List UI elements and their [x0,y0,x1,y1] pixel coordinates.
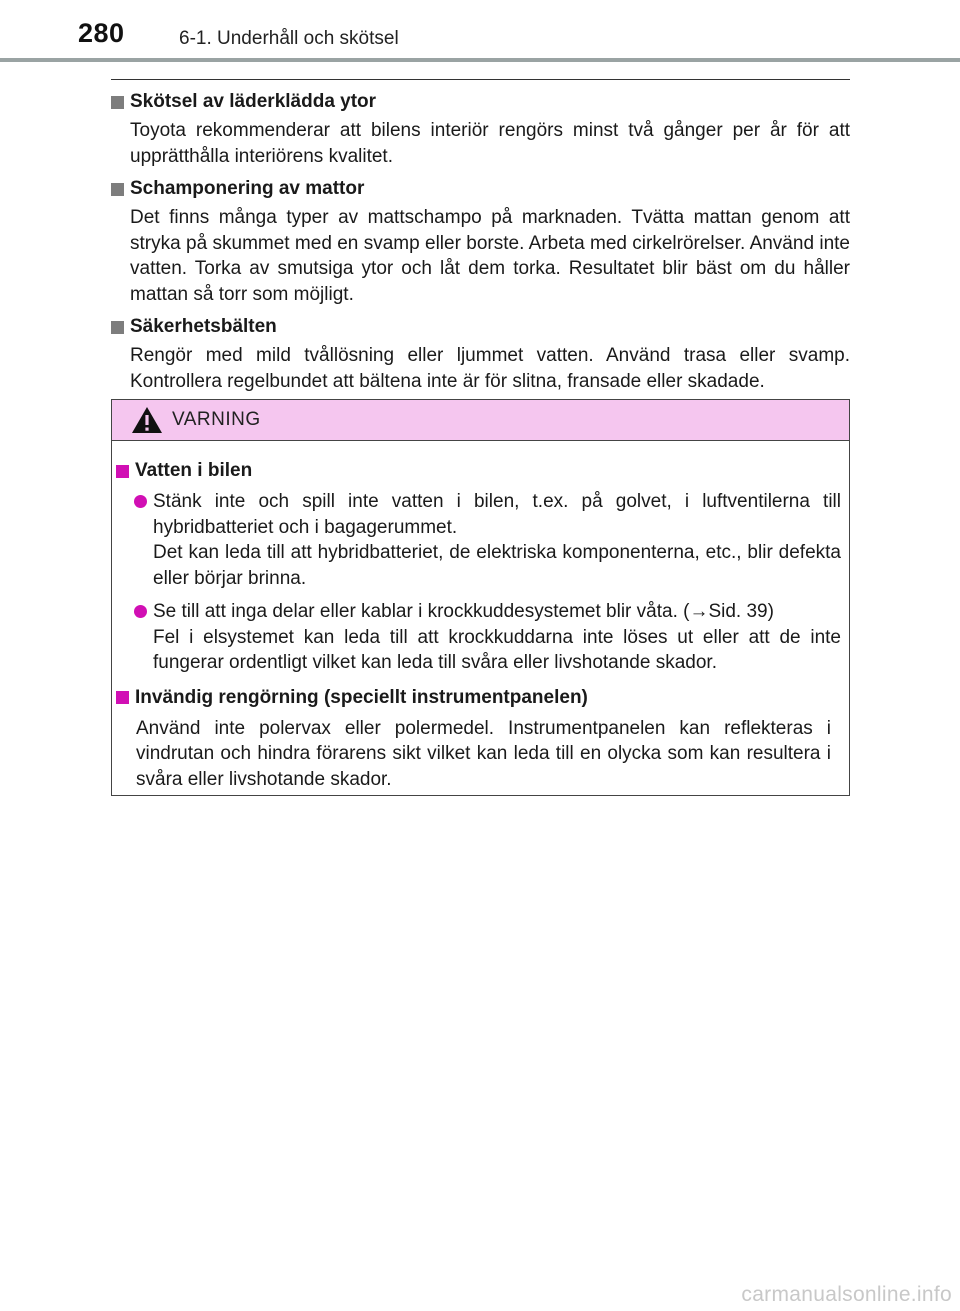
section-heading-text: Skötsel av läderklädda ytor [130,91,377,112]
warning-header [112,400,849,441]
warning-bullet-text [153,599,841,676]
warning-bullet-item [134,489,841,591]
arrow-right-icon: → [689,601,709,622]
warning-section-heading-text: Invändig rengörning (speciellt instrumentpanelen) [135,686,588,708]
section-title: 6-1. Underhåll och skötsel [179,28,399,49]
warning-bullet-line [153,599,841,625]
warning-label: VARNING [172,409,261,430]
warning-bullet-text [153,489,841,591]
section-seatbelts [111,313,850,394]
warning-section-heading-text: Vatten i bilen [135,460,253,481]
warning-box [111,399,850,796]
header-rule [0,58,960,62]
square-bullet-icon [111,321,124,334]
warning-bullet-item [134,599,841,676]
warning-section-heading [112,684,841,712]
section-body: Rengör med mild tvållösning eller ljummet vatten. Använd trasa eller svamp. Kontrollera regelbundet att bältena inte är för slitna, fransade eller skadade. [130,345,850,392]
square-bullet-icon [116,465,129,478]
warning-section-body: Använd inte polervax eller polermedel. Instrumentpanelen kan reflekteras i vindrutan och hindra förarens sikt vilket kan leda till en olycka som kan resultera i svåra eller livshotande skador. [136,717,831,790]
square-bullet-icon [111,183,124,196]
warning-section-heading [112,457,841,485]
section-body: Toyota rekommenderar att bilens interiör rengörs minst två gånger per år för att upprätthålla interiörens kvalitet. [130,120,850,167]
section-heading [111,313,850,341]
page-header [0,0,960,62]
warning-bullet-line: Stänk inte och spill inte vatten i bilen, t.ex. på golvet, i luftventilerna till hybridbatteriet och i bagagerummet. [153,491,841,538]
square-bullet-icon [111,96,124,109]
section-body: Det finns många typer av mattschampo på marknaden. Tvätta mattan genom att stryka på skummet med en svamp eller borste. Arbeta med cirkelrörelser. Använd inte vatten. Torka av smutsiga ytor och låt dem torka. Resultatet blir bäst om du håller mattan så torr som möjligt. [130,207,850,305]
section-heading-text: Schamponering av mattor [130,178,365,199]
section-heading [111,175,850,203]
section-heading-text: Säkerhetsbälten [130,316,277,337]
round-bullet-icon [134,605,147,618]
main-content [111,88,850,400]
square-bullet-icon [116,691,129,704]
content-top-rule [111,79,850,80]
section-carpet-shampoo [111,175,850,307]
warning-bullet-line: Det kan leda till att hybridbatteriet, de elektriska komponenterna, etc., blir defekta eller börjar brinna. [153,542,841,589]
warning-body [112,441,849,792]
round-bullet-icon [134,495,147,508]
section-heading [111,88,850,116]
section-leather-care [111,88,850,169]
page-reference-link[interactable]: Sid. 39) [708,601,774,622]
watermark: carmanualsonline.info [741,1283,952,1306]
warning-triangle-icon [130,405,164,435]
warning-bullet-line: Fel i elsystemet kan leda till att krockkuddarna inte löses ut eller att de inte fungerar ordentligt vilket kan leda till svåra eller livshotande skador. [153,626,841,673]
page-number: 280 [78,18,125,48]
bullet-text-part: Se till att inga delar eller kablar i krockkuddesystemet blir våta. ( [153,601,690,622]
